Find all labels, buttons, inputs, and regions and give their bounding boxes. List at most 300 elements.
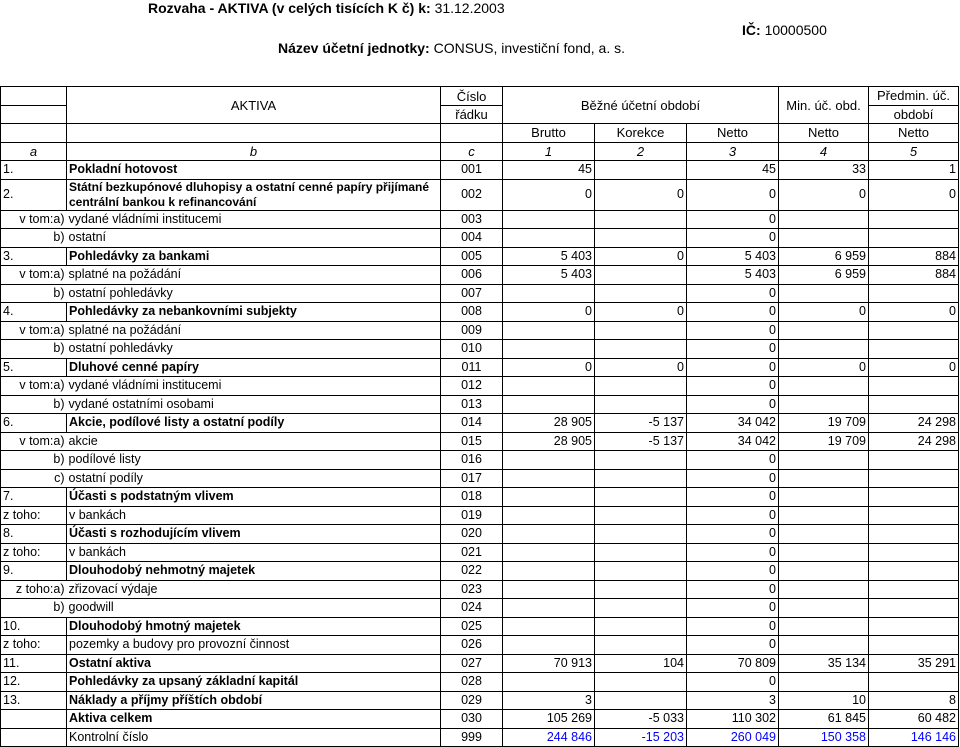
row-label: goodwill: [67, 599, 441, 618]
row-marker: 2.: [1, 179, 67, 210]
row-marker: z toho:: [1, 543, 67, 562]
value-cell: 884: [869, 266, 959, 285]
table-row: [1, 266, 959, 285]
value-cell: 5 403: [503, 266, 595, 285]
row-number: 030: [441, 710, 503, 729]
value-cell: 0: [779, 179, 869, 210]
value-cell: 34 042: [687, 414, 779, 433]
value-cell: [779, 580, 869, 599]
value-cell: 34 042: [687, 432, 779, 451]
value-cell: -5 137: [595, 432, 687, 451]
row-label: Účasti s podstatným vlivem: [67, 488, 441, 507]
value-cell: 0: [595, 358, 687, 377]
value-cell: [595, 321, 687, 340]
value-cell: 60 482: [869, 710, 959, 729]
value-cell: [869, 506, 959, 525]
value-cell: [503, 377, 595, 396]
row-marker: b): [1, 284, 67, 303]
value-cell: 33: [779, 161, 869, 180]
value-cell: [869, 525, 959, 544]
table-row: [1, 654, 959, 673]
row-label: Pohledávky za upsaný základní kapitál: [67, 673, 441, 692]
value-cell: 61 845: [779, 710, 869, 729]
value-cell: 5 403: [687, 247, 779, 266]
row-marker: 4.: [1, 303, 67, 322]
value-cell: 0: [503, 179, 595, 210]
table-row: [1, 636, 959, 655]
value-cell: 0: [687, 377, 779, 396]
row-marker: 13.: [1, 691, 67, 710]
column-letter: 1: [503, 142, 595, 161]
value-cell: 0: [595, 303, 687, 322]
table-row: [1, 284, 959, 303]
value-cell: 0: [869, 358, 959, 377]
value-cell: [503, 673, 595, 692]
value-cell: [869, 340, 959, 359]
value-cell: 3: [503, 691, 595, 710]
value-cell: 19 709: [779, 432, 869, 451]
value-cell: [779, 543, 869, 562]
table-row: [1, 247, 959, 266]
value-cell: [869, 636, 959, 655]
value-cell: [503, 636, 595, 655]
value-cell: [869, 395, 959, 414]
table-row: [1, 580, 959, 599]
table-row: [1, 488, 959, 507]
row-number: 026: [441, 636, 503, 655]
value-cell: [869, 562, 959, 581]
value-cell: [503, 321, 595, 340]
header-netto-min: Netto: [779, 124, 869, 143]
value-cell: 0: [687, 229, 779, 248]
table-row: [1, 525, 959, 544]
value-cell: [503, 340, 595, 359]
row-marker: v tom:a): [1, 321, 67, 340]
row-marker: 5.: [1, 358, 67, 377]
row-marker: b): [1, 451, 67, 470]
value-cell: 0: [869, 179, 959, 210]
value-cell: 0: [687, 451, 779, 470]
value-cell: [595, 229, 687, 248]
row-number: 020: [441, 525, 503, 544]
header-korekce: Korekce: [595, 124, 687, 143]
value-cell: 0: [687, 506, 779, 525]
value-cell: 45: [503, 161, 595, 180]
row-number: 019: [441, 506, 503, 525]
value-cell: [595, 488, 687, 507]
value-cell: 0: [687, 358, 779, 377]
row-label: splatné na požádání: [67, 266, 441, 285]
value-cell: [869, 469, 959, 488]
value-cell: [503, 617, 595, 636]
value-cell: 3: [687, 691, 779, 710]
value-cell: [869, 284, 959, 303]
value-cell: [503, 599, 595, 618]
value-cell: [779, 673, 869, 692]
value-cell: [779, 340, 869, 359]
value-cell: 24 298: [869, 414, 959, 433]
value-cell: [503, 488, 595, 507]
value-cell: [869, 673, 959, 692]
row-marker: v tom:a): [1, 210, 67, 229]
row-number: 005: [441, 247, 503, 266]
row-number: 001: [441, 161, 503, 180]
row-marker: 10.: [1, 617, 67, 636]
value-cell: [595, 691, 687, 710]
report-title: [148, 0, 505, 16]
row-number: 025: [441, 617, 503, 636]
row-label: Pohledávky za bankami: [67, 247, 441, 266]
row-number: 003: [441, 210, 503, 229]
row-label: vydané vládními institucemi: [67, 210, 441, 229]
value-cell: 0: [687, 636, 779, 655]
row-number: 017: [441, 469, 503, 488]
value-cell: 70 913: [503, 654, 595, 673]
value-cell: 35 134: [779, 654, 869, 673]
value-cell: 0: [687, 395, 779, 414]
value-cell: 0: [687, 340, 779, 359]
column-letter: c: [441, 142, 503, 161]
value-cell: 0: [503, 303, 595, 322]
value-cell: [595, 377, 687, 396]
row-number: 016: [441, 451, 503, 470]
row-number: 013: [441, 395, 503, 414]
value-cell: [869, 210, 959, 229]
row-number: 999: [441, 728, 503, 747]
value-cell: 1: [869, 161, 959, 180]
row-number: 011: [441, 358, 503, 377]
value-cell: 6 959: [779, 266, 869, 285]
value-cell: -15 203: [595, 728, 687, 747]
row-number: 006: [441, 266, 503, 285]
row-marker: v tom:a): [1, 266, 67, 285]
value-cell: 105 269: [503, 710, 595, 729]
row-label: v bankách: [67, 543, 441, 562]
value-cell: 0: [779, 358, 869, 377]
value-cell: 0: [687, 488, 779, 507]
header-bezne: Běžné účetní období: [503, 87, 779, 124]
row-marker: 7.: [1, 488, 67, 507]
value-cell: [503, 543, 595, 562]
unit-block: [278, 40, 625, 56]
row-label: Kontrolní číslo: [67, 728, 441, 747]
table-row: [1, 469, 959, 488]
value-cell: 24 298: [869, 432, 959, 451]
value-cell: [595, 562, 687, 581]
balance-table: [0, 86, 959, 747]
row-label: Dlouhodobý hmotný majetek: [67, 617, 441, 636]
row-number: 027: [441, 654, 503, 673]
row-number: 028: [441, 673, 503, 692]
table-row: [1, 451, 959, 470]
table-row: [1, 506, 959, 525]
value-cell: 0: [595, 179, 687, 210]
row-label: Účasti s rozhodujícím vlivem: [67, 525, 441, 544]
value-cell: 0: [687, 525, 779, 544]
row-marker: z toho:: [1, 636, 67, 655]
row-number: 002: [441, 179, 503, 210]
row-marker: [1, 710, 67, 729]
row-number: 023: [441, 580, 503, 599]
row-label: vydané ostatními osobami: [67, 395, 441, 414]
table-row: [1, 377, 959, 396]
value-cell: [503, 210, 595, 229]
table-row: [1, 303, 959, 322]
row-label: Státní bezkupónové dluhopisy a ostatní cenné papíry přijímané centrální bankou k refinancování: [67, 179, 441, 210]
row-label: Akcie, podílové listy a ostatní podíly: [67, 414, 441, 433]
value-cell: 0: [869, 303, 959, 322]
value-cell: [595, 525, 687, 544]
row-number: 009: [441, 321, 503, 340]
ic-block: [742, 22, 827, 38]
value-cell: 0: [687, 580, 779, 599]
value-cell: [595, 161, 687, 180]
value-cell: [779, 377, 869, 396]
value-cell: [595, 580, 687, 599]
table-row: [1, 562, 959, 581]
value-cell: 0: [687, 469, 779, 488]
value-cell: 5 403: [687, 266, 779, 285]
row-marker: [1, 728, 67, 747]
value-cell: [869, 599, 959, 618]
value-cell: [779, 506, 869, 525]
value-cell: 150 358: [779, 728, 869, 747]
value-cell: [595, 340, 687, 359]
column-letter: b: [67, 142, 441, 161]
row-label: ostatní podíly: [67, 469, 441, 488]
value-cell: [595, 266, 687, 285]
table-row: [1, 358, 959, 377]
row-label: splatné na požádání: [67, 321, 441, 340]
value-cell: [595, 543, 687, 562]
row-number: 008: [441, 303, 503, 322]
value-cell: [503, 469, 595, 488]
row-marker: b): [1, 395, 67, 414]
row-marker: b): [1, 599, 67, 618]
row-marker: 9.: [1, 562, 67, 581]
header-cislo: Číslo: [441, 87, 503, 106]
value-cell: [595, 636, 687, 655]
value-cell: 0: [687, 617, 779, 636]
row-marker: b): [1, 340, 67, 359]
row-marker: z toho:: [1, 506, 67, 525]
row-marker: c): [1, 469, 67, 488]
row-marker: 12.: [1, 673, 67, 692]
value-cell: [503, 451, 595, 470]
value-cell: 146 146: [869, 728, 959, 747]
row-label: ostatní: [67, 229, 441, 248]
row-label: Pohledávky za nebankovními subjekty: [67, 303, 441, 322]
row-label: vydané vládními institucemi: [67, 377, 441, 396]
table-row: [1, 710, 959, 729]
column-letter: 3: [687, 142, 779, 161]
value-cell: 0: [687, 543, 779, 562]
row-label: zřizovací výdaje: [67, 580, 441, 599]
value-cell: [595, 673, 687, 692]
value-cell: [779, 395, 869, 414]
row-label: Náklady a příjmy příštích období: [67, 691, 441, 710]
value-cell: [595, 469, 687, 488]
row-label: Ostatní aktiva: [67, 654, 441, 673]
value-cell: [595, 617, 687, 636]
value-cell: [869, 321, 959, 340]
header-obdobi: období: [869, 105, 959, 124]
value-cell: 110 302: [687, 710, 779, 729]
value-cell: 0: [687, 303, 779, 322]
row-label: ostatní pohledávky: [67, 340, 441, 359]
value-cell: 0: [687, 210, 779, 229]
row-number: 014: [441, 414, 503, 433]
value-cell: [503, 284, 595, 303]
unit-name: CONSUS, investiční fond, a. s.: [433, 40, 625, 56]
row-marker: v tom:a): [1, 432, 67, 451]
table-row: [1, 229, 959, 248]
value-cell: [779, 210, 869, 229]
row-marker: v tom:a): [1, 377, 67, 396]
value-cell: 45: [687, 161, 779, 180]
table-row: [1, 543, 959, 562]
value-cell: [779, 488, 869, 507]
value-cell: [503, 506, 595, 525]
row-number: 029: [441, 691, 503, 710]
row-label: ostatní pohledávky: [67, 284, 441, 303]
value-cell: [869, 377, 959, 396]
column-letter: 5: [869, 142, 959, 161]
value-cell: 260 049: [687, 728, 779, 747]
table-row: [1, 210, 959, 229]
value-cell: 0: [687, 673, 779, 692]
column-letter: a: [1, 142, 67, 161]
value-cell: 0: [595, 247, 687, 266]
table-row: [1, 691, 959, 710]
value-cell: -5 137: [595, 414, 687, 433]
value-cell: [595, 451, 687, 470]
value-cell: 10: [779, 691, 869, 710]
row-marker: 6.: [1, 414, 67, 433]
value-cell: [595, 284, 687, 303]
value-cell: 104: [595, 654, 687, 673]
report-title-text: Rozvaha - AKTIVA (v celých tisících K č) k:: [148, 0, 431, 16]
value-cell: [779, 617, 869, 636]
row-number: 015: [441, 432, 503, 451]
column-letter: 2: [595, 142, 687, 161]
value-cell: 28 905: [503, 414, 595, 433]
row-label: pozemky a budovy pro provozní činnost: [67, 636, 441, 655]
value-cell: 0: [687, 562, 779, 581]
table-row: [1, 321, 959, 340]
table-row: [1, 432, 959, 451]
table-row: [1, 728, 959, 747]
value-cell: [779, 321, 869, 340]
row-label: Aktiva celkem: [67, 710, 441, 729]
value-cell: 0: [503, 358, 595, 377]
row-number: 022: [441, 562, 503, 581]
row-label: Pokladní hotovost: [67, 161, 441, 180]
value-cell: [595, 599, 687, 618]
value-cell: 8: [869, 691, 959, 710]
value-cell: [503, 562, 595, 581]
table-row: [1, 673, 959, 692]
value-cell: [779, 451, 869, 470]
value-cell: [869, 580, 959, 599]
row-marker: b): [1, 229, 67, 248]
table-row: [1, 395, 959, 414]
value-cell: 0: [687, 179, 779, 210]
row-number: 024: [441, 599, 503, 618]
row-number: 018: [441, 488, 503, 507]
value-cell: [869, 617, 959, 636]
row-number: 007: [441, 284, 503, 303]
value-cell: [869, 543, 959, 562]
row-number: 010: [441, 340, 503, 359]
value-cell: 5 403: [503, 247, 595, 266]
value-cell: [503, 229, 595, 248]
value-cell: [779, 284, 869, 303]
row-label: Dluhové cenné papíry: [67, 358, 441, 377]
value-cell: [503, 525, 595, 544]
value-cell: [779, 636, 869, 655]
value-cell: [779, 525, 869, 544]
value-cell: 28 905: [503, 432, 595, 451]
row-number: 004: [441, 229, 503, 248]
value-cell: 884: [869, 247, 959, 266]
row-marker: 1.: [1, 161, 67, 180]
value-cell: 35 291: [869, 654, 959, 673]
ic-value: 10000500: [764, 22, 827, 38]
value-cell: [779, 229, 869, 248]
value-cell: [869, 229, 959, 248]
value-cell: [779, 469, 869, 488]
row-number: 021: [441, 543, 503, 562]
value-cell: [503, 395, 595, 414]
header-aktiva: AKTIVA: [67, 87, 441, 124]
unit-label: Název účetní jednotky:: [278, 40, 430, 56]
row-label: Dlouhodobý nehmotný majetek: [67, 562, 441, 581]
table-row: [1, 414, 959, 433]
header-brutto: Brutto: [503, 124, 595, 143]
header-radku: řádku: [441, 105, 503, 124]
column-letter: 4: [779, 142, 869, 161]
row-label: akcie: [67, 432, 441, 451]
row-number: 012: [441, 377, 503, 396]
row-marker: 8.: [1, 525, 67, 544]
value-cell: 0: [687, 284, 779, 303]
header-netto-predmin: Netto: [869, 124, 959, 143]
table-row: [1, 617, 959, 636]
value-cell: [779, 562, 869, 581]
header-netto: Netto: [687, 124, 779, 143]
value-cell: 0: [687, 321, 779, 340]
table-row: [1, 340, 959, 359]
value-cell: 0: [687, 599, 779, 618]
value-cell: 19 709: [779, 414, 869, 433]
row-marker: 3.: [1, 247, 67, 266]
report-date: 31.12.2003: [434, 0, 505, 16]
table-row: [1, 599, 959, 618]
table-row: [1, 179, 959, 210]
value-cell: 6 959: [779, 247, 869, 266]
value-cell: [779, 599, 869, 618]
row-label: podílové listy: [67, 451, 441, 470]
value-cell: [869, 488, 959, 507]
ic-label: IČ:: [742, 22, 761, 38]
row-marker: z toho:a): [1, 580, 67, 599]
value-cell: [595, 506, 687, 525]
table-row: [1, 161, 959, 180]
row-marker: 11.: [1, 654, 67, 673]
value-cell: -5 033: [595, 710, 687, 729]
header-predmin: Předmin. úč.: [869, 87, 959, 106]
